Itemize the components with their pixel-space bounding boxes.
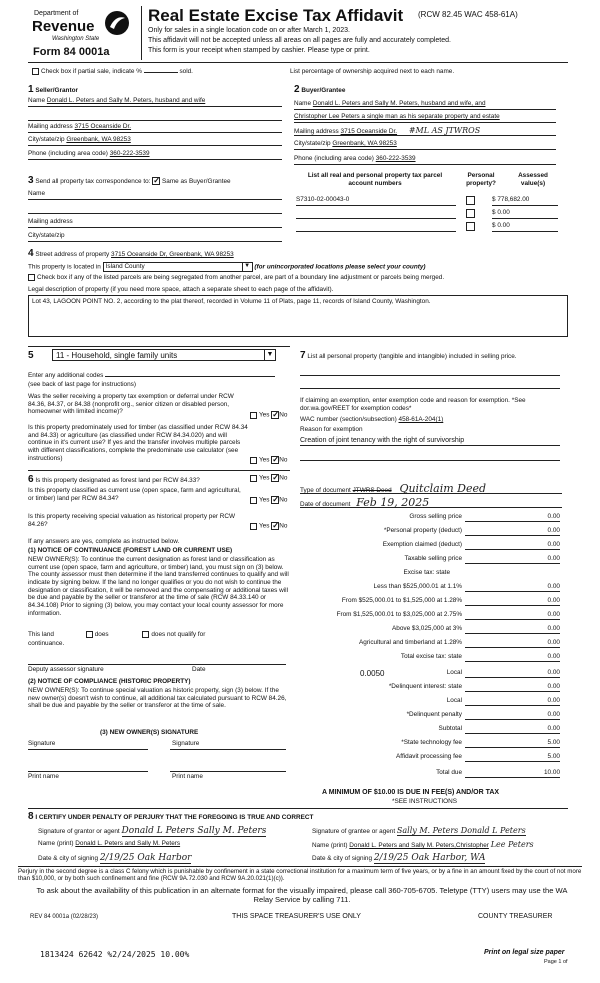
timber-yes-checkbox[interactable] [250, 457, 257, 464]
notice-continuance-body: NEW OWNER(S): To continue the current designation as forest land or classification as current use (open space, farm and agriculture, or timber) land, you must sign on (3) below. The county assessor must then determine if the land transferred continues to qualify and will indicate by signing below. If the land no longer qualifies or you do not wish to continue the designation or classification, it will be removed and the compensating or additional taxes will be due and payable by the seller or transferor at the time of sale (RCW 84.33.140 or 84.34.108) Prior to signing (3) below, you may contact your local county assessor for more information. [28, 556, 289, 617]
historical-yes-checkbox[interactable] [250, 523, 257, 530]
tax-row-label: Subtotal [438, 725, 462, 732]
section5-top-rule [28, 346, 290, 347]
deputy-signature-label: Deputy assessor signature [28, 666, 104, 673]
county-row [28, 262, 558, 272]
street-address-label: Street address of property [35, 251, 110, 258]
grantor-name-label: Name (print) [38, 840, 74, 847]
section6-instruct: If any answers are yes, complete as instructed below. [28, 538, 180, 545]
seller-phone-label: Phone (including area code) [28, 150, 108, 157]
buyer-mailing-row [294, 126, 556, 136]
tax-row-label: Affidavit processing fee [396, 753, 462, 760]
section5-num: 5 [28, 350, 34, 361]
certify-statement: I CERTIFY UNDER PENALTY OF PERJURY THAT THE FOREGOING IS TRUE AND CORRECT [35, 814, 314, 821]
chevron-down-icon: ▼ [242, 263, 252, 271]
tax-row-label: From $525,000.01 to $1,525,000 at 1.28% [341, 597, 462, 604]
header-note-3: This form is your receipt when stamped by cashier. Please type or print. [148, 47, 370, 54]
buyer-mailing-label: Mailing address [294, 128, 339, 135]
tax-row-value[interactable]: 0.00 [465, 527, 560, 536]
personal-property-row [300, 350, 562, 362]
correspondence-name-row-2[interactable] [28, 204, 282, 214]
grantor-sig-row [38, 826, 308, 837]
reason-label: Reason for exemption [300, 426, 363, 433]
doc-date-label: Date of document [300, 501, 351, 508]
notice-compliance-body: NEW OWNER(S): To continue special valuation as historic property, sign (3) below. If the new owner(s) doesn't wish to continue, all additional tax calculated pursuant to RCW 84.26, shall be due and payable by the seller or transferor at the time of sale. [28, 687, 287, 710]
same-as-buyer-checkbox[interactable]: ✓ [153, 176, 160, 186]
land-does-not-checkbox[interactable] [142, 631, 149, 638]
tax-row-value[interactable]: 0.00 [465, 725, 560, 734]
buyer-name-label: Name [294, 100, 312, 107]
buyer-phone-row [294, 155, 556, 165]
correspondence-name-label: Name [28, 190, 46, 197]
header-note-1: Only for sales in a single location code on or after March 1, 2023. [148, 27, 350, 34]
tax-row-value[interactable]: 5.00 [465, 739, 560, 748]
buyer-phone-label: Phone (including area code) [294, 155, 374, 162]
tax-row-value[interactable]: 0.00 [465, 711, 560, 720]
buyer-city-value[interactable]: Greenbank, WA 98253 [332, 140, 397, 147]
parcel-number-field[interactable]: S7310-02-00043-0 [296, 196, 456, 206]
buyer-city-row [294, 140, 556, 150]
grantee-sig-label: Signature of grantee or agent [312, 828, 396, 835]
street-address-row [28, 248, 558, 260]
tax-row-value[interactable]: 0.00 [465, 653, 560, 662]
personal-property-label: List all personal property (tangible and intangible) included in selling price. [307, 353, 517, 360]
grantor-name-row [38, 840, 308, 848]
tax-row-label: Agricultural and timberland at 1.28% [358, 639, 462, 646]
tax-row-value[interactable]: 0.00 [465, 541, 560, 550]
buyer-mailing-value[interactable]: 3715 Oceanside Dr. [340, 128, 398, 135]
forest-no-label: No [279, 474, 288, 482]
county-label: This property is located in [28, 263, 101, 271]
seller-name-label: Name [28, 97, 46, 104]
additional-codes-field[interactable] [105, 376, 275, 377]
minimum-due-note: A MINIMUM OF $10.00 IS DUE IN FEE(S) AND/OR TAX [322, 789, 500, 796]
correspondence-heading [28, 175, 231, 187]
exemption-no-checkbox[interactable]: ✓ [272, 410, 279, 419]
current-use-yes-label: Yes [259, 496, 270, 504]
section8-num: 8 [28, 811, 34, 822]
tax-row-label: From $1,525,000.01 to $3,025,000 at 2.75% [336, 611, 462, 618]
tax-row-value[interactable]: 5.00 [465, 753, 560, 762]
seller-city-label: City/state/zip [28, 136, 65, 143]
timber-question: Is this property predominately used for timber (as classified under RCW 84.34 and 84.33) or agriculture (as classified under RCW 84.34.020) and will continue in it's current use? If yes and the transfer involves multiple parcels with different classifications, complete the predominate use calculator (see instructions) [28, 424, 248, 462]
grantee-name-label: Name (print) [312, 842, 348, 849]
parcels-col-personal: Personal property? [466, 172, 496, 187]
seller-phone-row [28, 150, 282, 160]
tax-row-value[interactable]: 10.00 [465, 769, 560, 778]
tax-row-value[interactable]: 0.00 [465, 611, 560, 620]
timber-no-checkbox[interactable]: ✓ [272, 455, 279, 464]
county-select[interactable] [103, 262, 253, 272]
parcels-col-assessed: Assessed value(s) [518, 172, 548, 187]
parcel-row [296, 196, 558, 207]
tax-row-value[interactable]: 0.00 [465, 625, 560, 634]
tax-row [300, 753, 560, 764]
seller-heading [28, 84, 78, 96]
tax-row [300, 555, 560, 566]
buyer-heading-label: Buyer/Grantee [301, 87, 346, 94]
local-rate-value: 0.0050 [360, 669, 385, 678]
correspondence-label: Send all property tax correspondence to: [35, 178, 151, 185]
parcel-number-field[interactable] [296, 222, 456, 232]
grantor-date-value[interactable]: 2/19/25 Oak Harbor [99, 853, 192, 863]
chevron-down-icon: ▼ [264, 350, 275, 360]
header-bottom-rule [28, 62, 568, 63]
tax-row-label: Total due [436, 769, 462, 776]
current-use-no-label: No [279, 496, 288, 504]
historical-yes-label: Yes [259, 522, 270, 530]
assessed-value-field[interactable]: $ 0.00 [492, 222, 558, 232]
grantor-signature[interactable]: Donald L Peters Sally M. Peters [121, 826, 267, 836]
section7-num: 7 [300, 350, 306, 361]
grantor-name-value[interactable]: Donald L. Peters and Sally M. Peters [75, 840, 181, 847]
exemption-claim-label: If claiming an exemption, enter exemption code and reason for exemption. *See dor.wa.gov/REET for exemption codes* [300, 397, 526, 412]
grantee-name-row [312, 840, 582, 850]
seller-name-row [28, 97, 282, 107]
exemption-no-label: No [279, 411, 288, 419]
tax-row-label: Excise tax: state [403, 569, 450, 576]
section8-top-rule [28, 808, 568, 809]
tax-row-label: *Delinquent penalty [406, 711, 462, 718]
deputy-signature-line[interactable] [28, 664, 286, 665]
county-unincorporated-note: (for unincorporated locations please select your county) [254, 263, 426, 271]
new-owner-print-label-1: Print name [28, 773, 59, 780]
grantee-date-value[interactable]: 2/19/25 Oak Harbor, WA [373, 853, 486, 863]
personal-property-line-1[interactable] [300, 375, 560, 376]
tax-row [300, 527, 560, 538]
personal-property-checkbox[interactable] [466, 196, 475, 205]
land-does-label: does [94, 631, 109, 639]
certify-row [28, 811, 313, 823]
treasurer-use-only: THIS SPACE TREASURER'S USE ONLY [232, 913, 361, 920]
seller-heading-label: Seller/Grantor [35, 87, 78, 94]
tax-row-value[interactable]: 0.00 [465, 597, 560, 606]
doc-type-label: Type of document [300, 487, 351, 494]
doc-type-handwritten: Quitclaim Deed [399, 482, 487, 495]
doc-type-row [300, 482, 562, 494]
same-as-buyer-label: Same as Buyer/Grantee [162, 178, 231, 185]
timber-yes-label: Yes [259, 456, 270, 464]
correspondence-num: 3 [28, 175, 34, 186]
current-use-question: Is this property classified as current use (open space, farm and agricultural, or timber) land per RCW 84.34? [28, 487, 241, 502]
current-use-answer [250, 496, 287, 504]
seller-mailing-row [28, 123, 282, 133]
tax-row [300, 625, 560, 636]
form-statute: (RCW 82.45 WAC 458-61A) [418, 10, 518, 19]
new-owner-signature-title: (3) NEW OWNER(S) SIGNATURE [100, 729, 199, 736]
seller-phone-value[interactable]: 360-222-3539 [109, 150, 150, 157]
new-owner-print-line-2[interactable] [170, 771, 286, 772]
form-title: Real Estate Excise Tax Affidavit [148, 6, 404, 25]
tax-row [300, 569, 560, 580]
partial-sale-label: Check box if partial sale, indicate % [41, 68, 142, 76]
forest-yes-checkbox[interactable] [250, 475, 257, 482]
tax-row-value[interactable]: 0.00 [465, 555, 560, 564]
wac-label: WAC number (section/subsection) [300, 416, 397, 423]
logo-department: Department of [34, 10, 79, 17]
notice-compliance-title: (2) NOTICE OF COMPLIANCE (HISTORIC PROPERTY) [28, 678, 191, 685]
new-owner-print-line-1[interactable] [28, 771, 148, 772]
tax-row-value[interactable]: 0.00 [465, 583, 560, 592]
tax-row [300, 725, 560, 736]
partial-sale-pct-field[interactable] [144, 72, 178, 73]
see-back-note: (see back of last page for instructions) [28, 381, 136, 388]
logo-revenue: Revenue [32, 18, 95, 35]
new-owner-sig-line-2[interactable] [170, 749, 286, 750]
forest-answer [250, 474, 287, 482]
tax-row [300, 697, 560, 708]
tax-row [300, 513, 560, 524]
exemption-yes-label: Yes [259, 411, 270, 419]
seller-name-row-2[interactable] [28, 111, 282, 121]
tax-row [300, 541, 560, 552]
tax-row-value[interactable]: 0.00 [465, 513, 560, 522]
this-land-label: This land [28, 631, 54, 639]
wac-row [300, 416, 560, 424]
tax-row [300, 639, 560, 650]
grantee-date-row [312, 853, 582, 864]
forest-no-checkbox[interactable]: ✓ [272, 473, 279, 482]
new-owner-sig-label-2: Signature [172, 740, 200, 747]
tax-row-label: Exemption claimed (deduct) [382, 541, 462, 548]
tax-row [300, 669, 560, 680]
tax-row [300, 711, 560, 722]
land-does-checkbox[interactable] [86, 631, 93, 638]
tax-row-value[interactable]: 0.00 [465, 669, 560, 678]
seller-mailing-label: Mailing address [28, 123, 73, 130]
new-owner-sig-line-1[interactable] [28, 749, 148, 750]
personal-property-checkbox[interactable] [466, 209, 475, 218]
land-use-select[interactable] [52, 349, 276, 361]
timber-no-label: No [279, 456, 288, 464]
seller-num: 1 [28, 84, 34, 95]
parcel-row [296, 222, 558, 233]
land-use-value: 11 - Household, single family units [56, 351, 178, 360]
personal-property-checkbox[interactable] [466, 222, 475, 231]
legal-description-value: Lot 43, LAGOON POINT NO. 2, according to the plat thereof, recorded in Volume 11 of Plats, page 11, records of Island County, Washington. [32, 298, 431, 305]
parcel-number-field[interactable] [296, 209, 456, 219]
tax-row-label: Local [446, 697, 462, 704]
segregated-checkbox[interactable] [28, 274, 35, 281]
grantee-name-handwritten: Lee Peters [490, 840, 534, 849]
tax-row [300, 611, 560, 622]
county-treasurer-label: COUNTY TREASURER [478, 913, 553, 920]
historical-answer [250, 522, 287, 530]
doc-type-value[interactable]: JTWRS Deed [352, 487, 392, 494]
tax-row [300, 583, 560, 594]
tax-row-label: *Personal property (deduct) [383, 527, 462, 534]
section6-num: 6 [28, 474, 34, 485]
assessed-value-field[interactable]: $ 778,682.00 [492, 196, 558, 206]
section6-top-rule [28, 470, 290, 471]
correspondence-name-row[interactable] [28, 190, 282, 200]
notice-continuance-title: (1) NOTICE OF CONTINUANCE (FOREST LAND OR CURRENT USE) [28, 547, 233, 554]
form-number: Form 84 0001a [33, 46, 110, 58]
correspondence-mailing-row[interactable] [28, 218, 282, 228]
forest-yes-label: Yes [259, 474, 270, 482]
list-percentage-note: List percentage of ownership acquired next to each name. [290, 68, 455, 75]
reason-value[interactable]: Creation of joint tenancy with the right of survivorship [300, 437, 560, 446]
grantor-date-row [38, 853, 308, 864]
grantee-sig-row [312, 826, 582, 837]
legal-size-note: Print on legal size paper [484, 949, 565, 956]
current-use-no-checkbox[interactable]: ✓ [272, 495, 279, 504]
correspondence-city-label: City/state/zip [28, 232, 65, 239]
buyer-phone-value[interactable]: 360-222-3539 [375, 155, 416, 162]
rev-number: REV 84 0001a (02/28/23) [30, 914, 99, 920]
deputy-date-label: Date [192, 666, 206, 673]
grantee-signature[interactable]: Sally M. Peters Donald L Peters [396, 826, 526, 835]
additional-codes-label: Enter any additional codes [28, 372, 104, 379]
buyer-heading [294, 84, 345, 96]
partial-sale-row [32, 68, 193, 76]
tax-row-label: Gross selling price [409, 513, 462, 520]
seller-mailing-value[interactable]: 3715 Oceanside Dr. [74, 123, 132, 130]
tax-row-label: *Delinquent interest: state [388, 683, 462, 690]
grantee-name-value[interactable]: Donald L. Peters and Sally M. Peters,Christopher [349, 842, 489, 849]
current-use-yes-checkbox[interactable] [250, 497, 257, 504]
tax-row-value[interactable]: 0.00 [465, 683, 560, 692]
land-does-not-label: does not qualify for [151, 631, 206, 639]
logo-state: Washington State [52, 36, 100, 42]
tax-row-value[interactable]: 0.00 [465, 697, 560, 706]
dor-logo [32, 8, 128, 48]
tax-row [300, 683, 560, 694]
correspondence-city-row[interactable] [28, 232, 282, 242]
see-instructions-note: *SEE INSTRUCTIONS [392, 798, 457, 805]
doc-date-handwritten[interactable]: Feb 19, 2025 [356, 496, 430, 509]
seller-name-value[interactable]: Donald L. Peters and Sally M. Peters, husband and wife [46, 97, 206, 104]
assessed-value-field[interactable]: $ 0.00 [492, 209, 558, 219]
dor-swoosh-icon [104, 10, 130, 36]
forest-question: Is this property designated as forest land per RCW 84.33? [35, 477, 200, 484]
tax-row-label: Total excise tax: state [400, 653, 462, 660]
grantee-date-label: Date & city of signing [312, 855, 373, 862]
new-owner-sig-label-1: Signature [28, 740, 56, 747]
grantor-date-label: Date & city of signing [38, 855, 99, 862]
alt-format-statement: To ask about the availability of this publication in an alternate format for the visually impaired, please call 360-705-6705. Teletype (TTY) users may use the WA Relay Service by calling 711. [36, 886, 568, 905]
buyer-mailing-handwritten: #ML AS JTWROS [408, 126, 481, 135]
correspondence-mailing-label: Mailing address [28, 218, 73, 225]
exemption-answer [250, 411, 287, 419]
wac-value[interactable]: 458-61A-204(1) [398, 416, 444, 423]
tax-row-value[interactable]: 0.00 [465, 639, 560, 648]
parcels-col-numbers: List all real and personal property tax parcel account numbers [307, 172, 443, 187]
reason-line-2[interactable] [300, 460, 560, 461]
exemption-question: Was the seller receiving a property tax exemption or deferral under RCW 84.36, 84.37, or 84.38 (nonprofit org., senior citizen or disabled person, homeowner with limited income)? [28, 393, 234, 416]
tax-row [300, 769, 560, 780]
new-owner-print-label-2: Print name [172, 773, 203, 780]
tax-row [300, 739, 560, 750]
exemption-yes-checkbox[interactable] [250, 412, 257, 419]
tax-row-label: *State technology fee [401, 739, 462, 746]
buyer-name-value-1[interactable]: Donald L. Peters and Sally M. Peters, husband and wife, and [312, 100, 486, 107]
tax-row-label: Less than $525,000.01 at 1.1% [373, 583, 462, 590]
segregated-label: Check box if any of the listed parcels are being segregated from another parcel, are part of a boundary line adjustment or parcels being merged. [37, 274, 445, 282]
header-divider [141, 6, 142, 60]
historical-no-checkbox[interactable]: ✓ [272, 521, 279, 530]
buyer-name-value-2[interactable]: Christopher Lee Peters a single man as his separate property and estate [294, 113, 500, 120]
property-num: 4 [28, 248, 34, 259]
parcel-row [296, 209, 558, 220]
segregated-row [28, 274, 568, 282]
tax-row-label: Above $3,025,000 at 3% [392, 625, 462, 632]
grantor-sig-label: Signature of grantor or agent [38, 828, 120, 835]
additional-codes-row [28, 372, 290, 380]
historical-no-label: No [279, 522, 288, 530]
legal-description-box[interactable] [28, 295, 568, 337]
buyer-num: 2 [294, 84, 300, 95]
tax-row [300, 653, 560, 664]
street-address-value[interactable]: 3715 Oceanside Dr, Greenbank, WA 98253 [111, 251, 234, 258]
buyer-name-row [294, 100, 556, 110]
seller-city-value[interactable]: Greenbank, WA 98253 [66, 136, 131, 143]
buyer-name-row-2 [294, 113, 556, 123]
timber-answer [250, 456, 287, 464]
tax-row [300, 597, 560, 608]
perjury-statement: Perjury in the second degree is a class C felony which is punishable by confinement in a state correctional institution for a maximum term of five years, or by a fine in an amount fixed by the court of not more than $10,000, or by both such confinement and fine (RCW 9A.72.030 and RCW 9A.20.021(1)(c)). [18, 868, 582, 883]
header-note-2: This affidavit will not be accepted unless all areas on all pages are fully and accurately completed. [148, 37, 451, 44]
tax-row-label: Local [446, 669, 462, 676]
doc-date-row [300, 496, 562, 508]
personal-property-line-2[interactable] [300, 388, 560, 389]
historical-question: Is this property receiving special valuation as historical property per RCW 84.26? [28, 513, 236, 528]
cashier-stamp: 1813424 62642 %2/24/2025 10.00% [40, 950, 190, 959]
partial-sale-checkbox[interactable] [32, 68, 39, 75]
county-select-value: Island County [105, 263, 145, 270]
partial-sale-sold: sold. [179, 68, 193, 76]
buyer-city-label: City/state/zip [294, 140, 331, 147]
page-number: Page 1 of [544, 959, 568, 965]
this-land-row [28, 631, 298, 639]
continuance-label: continuance. [28, 640, 65, 647]
legal-description-label: Legal description of property (if you need more space, attach a separate sheet to each page of the affidavit). [28, 286, 334, 293]
tax-row-label: Taxable selling price [404, 555, 462, 562]
footer-top-rule [18, 866, 582, 867]
seller-city-row [28, 136, 282, 146]
